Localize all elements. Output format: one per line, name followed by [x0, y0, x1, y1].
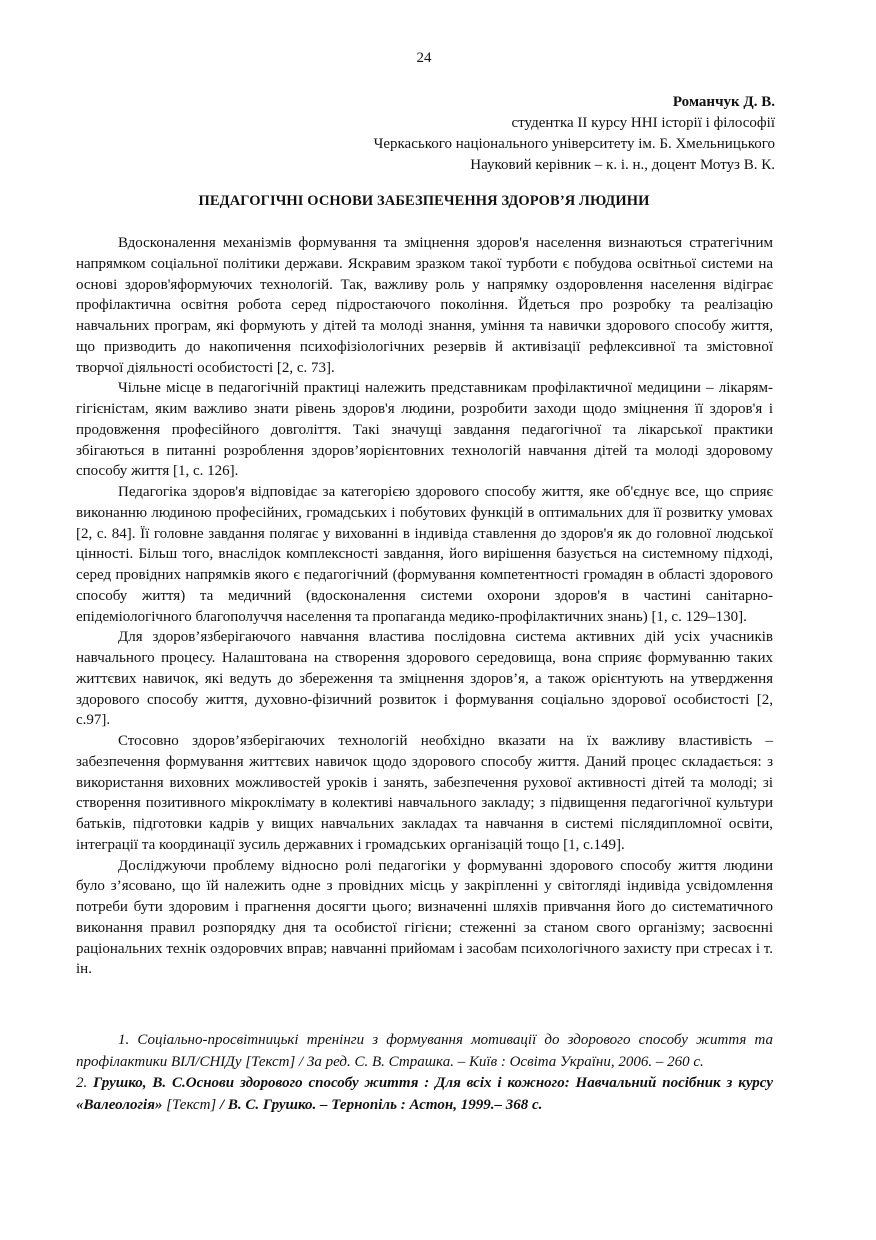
author-name: Романчук Д. В. — [672, 94, 775, 110]
body-paragraph: Педагогіка здоров'я відповідає за категорією здорового способу життя, яке об'єднує все, що сприяє виконанню людиною професійних, громадських і побутових функцій в оптимальних для її розвитку умовах [2, с. 84]. Її головне завдання полягає у вихованні в індивіда ставлення до здоров'я як до головної людської цінності. Більш того, внаслідок комплексності завдання, його вирішення базується на системному підході, серед провідних напрямків якого є педагогічний (формування компетентності громадян в області здорового способу життя) та медичний (вдосконалення системи охорони здоров'я в частині санітарно-епідеміологічного благополуччя населення та пропаганда медико-профілактичних знань) [1, с. 129–130]. — [76, 484, 773, 625]
references-list — [76, 1030, 773, 1116]
author-block — [374, 92, 775, 176]
author-affiliation-line: Черкаського національного університету ім. Б. Хмельницького — [373, 136, 775, 152]
article-body — [76, 233, 773, 980]
body-paragraph: Чільне місце в педагогічній практиці належить представникам профілактичної медицини – лікарям-гігієністам, яким важливо знати рівень здоров'я людини, розробити заходи щодо зміцнення її здоров'я і продовження професійного довголіття. Такі значущі завдання педагогічної та лікарської практики збігаються в питанні розроблення здоров’яорієнтовних технологій навчання дітей та молоді здоровому способу життя [1, с. 126]. — [76, 380, 773, 480]
body-paragraph: Вдосконалення механізмів формування та зміцнення здоров'я населення визнаються стратегічним напрямком соціальної політики держави. Яскравим зразком такої турботи є побудова освітньої системи на основі здоров'яформуючих технологій. Так, важливу роль у напрямку оздоровлення населення відіграє профілактична освітня робота серед підростаючого покоління. Йдеться про розробку та реалізацію навчальних програм, які формують у дітей та молоді знання, уміння та навички здорового способу життя, що призводить до накопичення психофізіологічних резервів й активізації рефлексивної та змістовної творчої діяльності особистості [2, с. 73]. — [76, 235, 773, 376]
body-paragraph: Для здоров’язберігаючого навчання властива послідовна система активних дій усіх учасників навчального процесу. Налаштована на створення здорового середовища, вона сприяє формуванню таких життєвих навичок, які ведуть до збереження та зміцнення здоров’я, а також орієнтують на утвердження здорового способу життя, духовно-фізичний розвиток і формування соціально здорової особистості [2, с.97]. — [76, 629, 773, 729]
body-paragraph: Стосовно здоров’язберігаючих технологій необхідно вказати на їх важливу властивість – забезпечення формування життєвих навичок щодо здорового способу життя. Даний процес складається: з використання виховних можливостей уроків і занять, забезпечення рухової активності дітей та молоді; зі створення позитивного мікроклімату в колективі навчального закладу; з підвищення педагогічної культури батьків, підготовки кадрів у вищих навчальних закладах та навчання в системі післядипломної освіти, інтеграції та координації зусиль державних і громадських організацій тощо [1, с.149]. — [76, 733, 773, 853]
author-supervisor-line: Науковий керівник – к. і. н., доцент Мотуз В. К. — [470, 157, 775, 173]
reference-item — [76, 1073, 773, 1116]
body-paragraph: Досліджуючи проблему відносно ролі педагогіки у формуванні здорового способу життя людини було з’ясовано, що їй належить одне з провідних місць у закріпленні у світогляді індивіда усвідомлення потреби бути здоровим і прагнення досягти цього; визначенні шляхів привчання його до систематичного виконання правил розпорядку дня та особистої гігієни; стеженні за станом свого організму; засвоєнні раціональних технік оздоровчих вправ; навчанні прийомам і засобам психологічного захисту при стресах і т. ін. — [76, 857, 773, 978]
reference-title: Грушко, В. С.Основи здорового способу життя : Для всіх і кожного: Навчальний посібник з курсу «Валеологія» — [76, 1075, 774, 1113]
reference-type: [Текст] — [166, 1096, 217, 1113]
reference-item: 1. Соціально-просвітницькі тренінги з формування мотивації до здорового способу життя та профілактики ВІЛ/СНІДу [Текст] / За ред. С. В. Страшка. – Київ : Освіта України, 2006. – 260 с. — [76, 1032, 773, 1070]
article-title: ПЕДАГОГІЧНІ ОСНОВИ ЗАБЕЗПЕЧЕННЯ ЗДОРОВ’Я ЛЮДИНИ — [198, 193, 650, 209]
reference-number: 2. — [76, 1075, 94, 1091]
author-affiliation-line: студентка ІІ курсу ННІ історії і філософії — [511, 115, 775, 131]
page-number: 24 — [416, 50, 432, 66]
reference-publisher: / В. С. Грушко. – Тернопіль : Астон, 1999.– 368 с. — [216, 1096, 543, 1113]
